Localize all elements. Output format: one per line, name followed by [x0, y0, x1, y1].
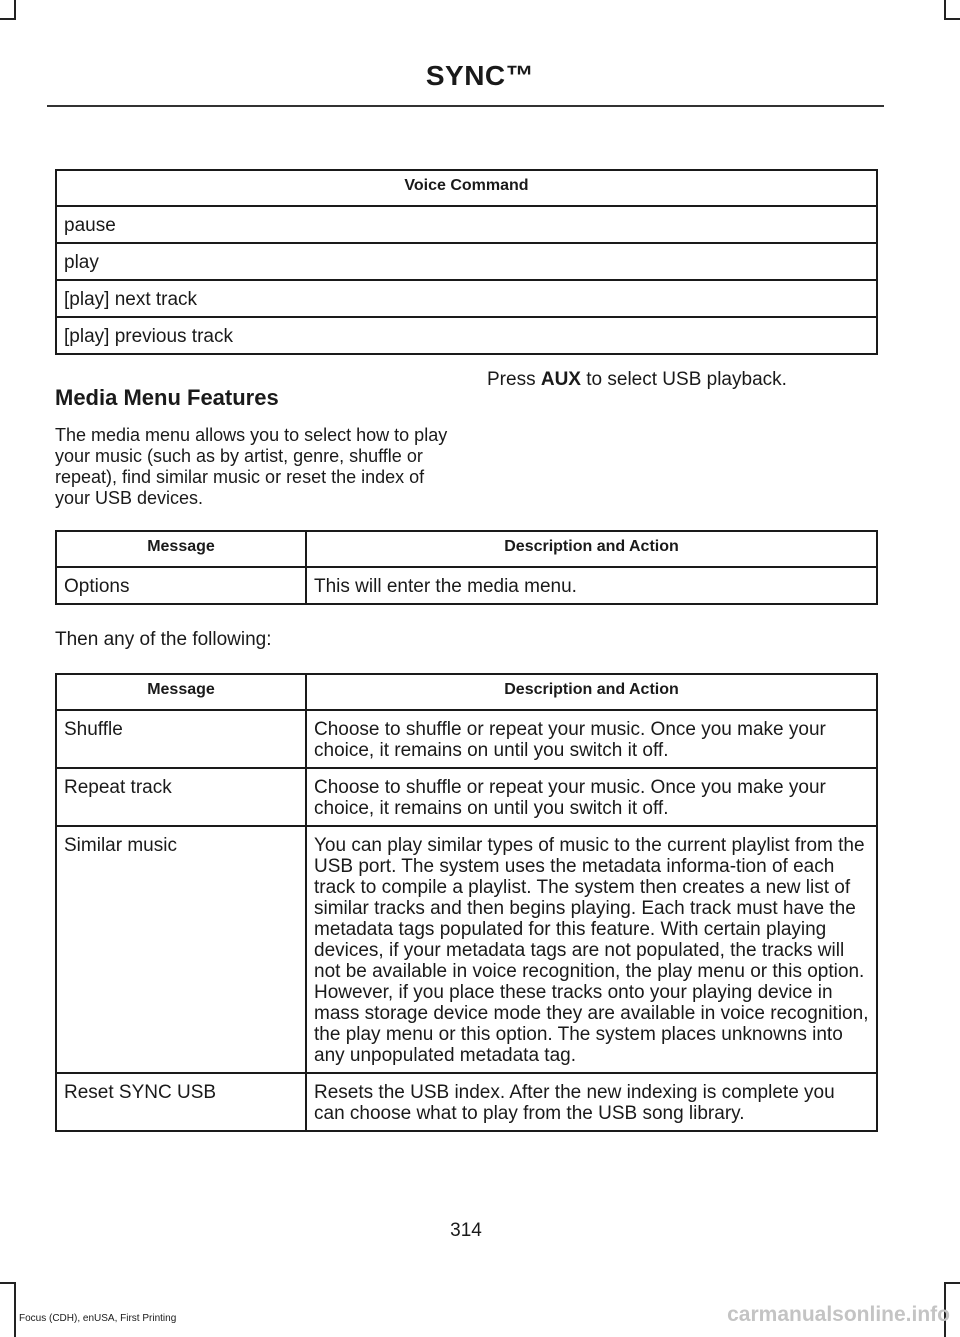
table-row [56, 768, 877, 826]
section-heading: Media Menu Features [55, 385, 279, 410]
features-table [55, 673, 878, 1132]
crop-mark-bottom-left-h [0, 1282, 16, 1284]
voice-command-cell: [play] previous track [56, 317, 877, 354]
table-row [56, 567, 877, 604]
page-number: 314 [450, 1220, 482, 1241]
table-row [56, 280, 877, 317]
crop-mark-bottom-left [14, 1282, 16, 1337]
header-divider [47, 105, 884, 107]
message-column-header: Message [56, 674, 306, 710]
crop-mark-top-right-h [944, 18, 960, 20]
table-row [56, 826, 877, 1073]
description-cell: You can play similar types of music to the current playlist from the USB port. The system uses the metadata informa-tion of each track to compile a playlist. The system then creates a new list of similar tracks and then begins playing. Each track must have the metadata tags populated for this feature. With certain playing devices, if your metadata tags are not populated, the tracks will not be available in voice recognition, the play menu or this option. However, if you place these tracks onto your playing device in mass storage device mode they are available in voice recognition, the play menu or this option. The system places unknowns into any unpopulated metadata tag. [306, 826, 877, 1073]
table-row [56, 317, 877, 354]
description-column-header: Description and Action [306, 674, 877, 710]
press-suffix: to select USB playback. [580, 369, 787, 390]
press-prefix: Press [487, 369, 541, 390]
watermark: carmanualsonline.info [727, 1303, 950, 1326]
message-cell: Shuffle [56, 710, 306, 768]
crop-mark-bottom-right-h [944, 1282, 960, 1284]
table-row [56, 1073, 877, 1131]
description-column-header: Description and Action [306, 531, 877, 567]
description-cell: This will enter the media menu. [306, 567, 877, 604]
message-column-header: Message [56, 531, 306, 567]
press-instruction [487, 369, 787, 391]
message-cell: Options [56, 567, 306, 604]
crop-mark-top-left [14, 0, 16, 20]
crop-mark-top-left-h [0, 18, 16, 20]
table-row [56, 710, 877, 768]
voice-command-cell: [play] next track [56, 280, 877, 317]
page-header-title: SYNC™ [425, 60, 535, 91]
description-cell: Choose to shuffle or repeat your music. Once you make your choice, it remains on until you switch it off. [306, 710, 877, 768]
voice-command-table [55, 169, 878, 355]
voice-command-header: Voice Command [56, 170, 877, 206]
description-cell: Resets the USB index. After the new indexing is complete you can choose what to play from the USB song library. [306, 1073, 877, 1131]
aux-key-label: AUX [540, 369, 581, 390]
voice-command-cell: play [56, 243, 877, 280]
description-cell: Choose to shuffle or repeat your music. Once you make your choice, it remains on until you switch it off. [306, 768, 877, 826]
voice-command-cell: pause [56, 206, 877, 243]
message-cell: Reset SYNC USB [56, 1073, 306, 1131]
table-row [56, 243, 877, 280]
message-cell: Similar music [56, 826, 306, 1073]
then-text: Then any of the following: [55, 629, 272, 650]
table-row [56, 206, 877, 243]
message-cell: Repeat track [56, 768, 306, 826]
section-paragraph: The media menu allows you to select how to play your music (such as by artist, genre, shuffle or repeat), find similar music or reset the index of your USB devices. [55, 425, 448, 508]
crop-mark-top-right [944, 0, 946, 20]
publication-footer: Focus (CDH), enUSA, First Printing [19, 1313, 177, 1324]
options-table [55, 530, 878, 605]
